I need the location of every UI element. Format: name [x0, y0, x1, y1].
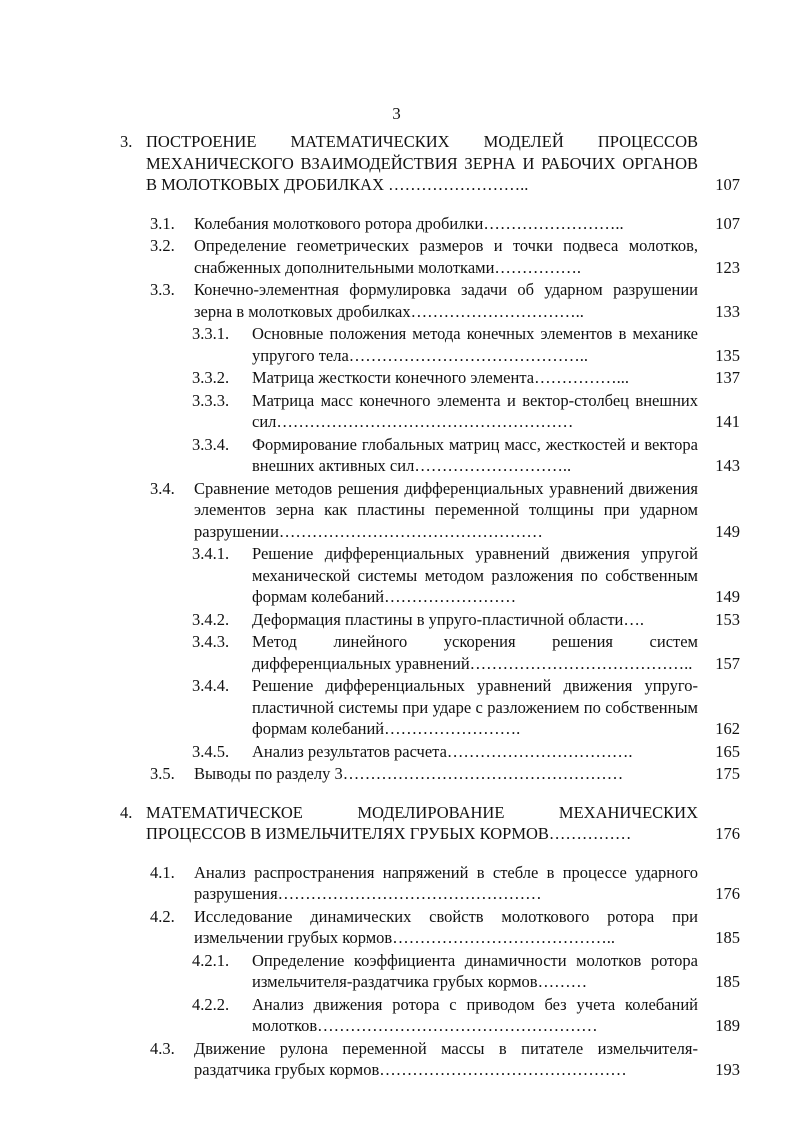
toc-entry-number: 4.2.2. [192, 994, 230, 1014]
toc-entry-title: МАТЕМАТИЧЕСКОЕ МОДЕЛИРОВАНИЕ МЕХАНИЧЕСКИХ ПРОЦЕССОВ В ИЗМЕЛЬЧИТЕЛЯХ ГРУБЫХ КОРМОВ…………… [146, 802, 698, 843]
page-number: 3 [392, 104, 401, 123]
toc-entry-title: Определение геометрических размеров и точки подвеса молотков, снабженных дополнительными молотками……………. [194, 236, 698, 277]
toc-entry-3-3-3 [120, 390, 740, 433]
toc-entry-number: 3.5. [150, 764, 175, 783]
toc-entry-4-2-2 [120, 994, 740, 1037]
toc-entry-page: 143 [715, 456, 740, 475]
toc-entry-4-2 [120, 906, 740, 949]
toc-entry-page: 133 [715, 301, 740, 321]
toc-entry-title: Анализ распространения напряжений в стебле в процессе ударного разрушения………………………………………… [194, 862, 698, 903]
toc-entry-4-2-1 [120, 950, 740, 993]
table-of-contents [0, 131, 793, 1081]
toc-entry-number: 3.4.5. [192, 741, 230, 761]
toc-entry-number: 3.4.3. [192, 632, 230, 651]
toc-entry-4-3 [120, 1038, 740, 1081]
toc-entry-3-4-2 [120, 609, 740, 631]
toc-entry-title: Колебания молоткового ротора дробилки…………………….. [194, 213, 624, 233]
toc-entry-title: Исследование динамических свойств молоткового ротора при измельчении грубых кормов………………………………….. [194, 906, 698, 947]
toc-entry-page: 107 [715, 175, 740, 194]
toc-entry-page: 135 [715, 345, 740, 365]
toc-entry-title: Матрица жесткости конечного элемента……………... [252, 368, 629, 387]
toc-entry-3-2 [120, 235, 740, 278]
toc-entry-number: 3.4.2. [192, 609, 230, 629]
toc-entry-number: 3.4.4. [192, 676, 230, 695]
toc-entry-page: 185 [715, 928, 740, 947]
toc-entry-title: Выводы по разделу 3…………………………………………… [194, 764, 624, 783]
toc-entry-number: 3.3.2. [192, 368, 230, 387]
toc-entry-3 [120, 131, 740, 196]
toc-entry-title: Деформация пластины в упруго-пластичной области…. [252, 609, 644, 629]
toc-entry-3-3-4 [120, 434, 740, 477]
toc-entry-number: 3.4. [150, 478, 175, 498]
toc-entry-number: 3.4.1. [192, 544, 230, 563]
toc-entry-3-4-3 [120, 631, 740, 674]
toc-entry-number: 3. [120, 132, 133, 151]
toc-entry-title: Матрица масс конечного элемента и вектор-столбец внешних сил……………………………………………… [252, 390, 698, 431]
toc-entry-page: 137 [715, 368, 740, 387]
toc-entry-title: Формирование глобальных матриц масс, жесткостей и вектора внешних активных сил……………………….. [252, 434, 698, 475]
toc-entry-3-3 [120, 279, 740, 322]
toc-entry-3-4-1 [120, 543, 740, 608]
toc-entry-3-3-1 [120, 323, 740, 366]
toc-entry-page: 157 [715, 653, 740, 673]
toc-entry-page: 162 [715, 719, 740, 738]
toc-entry-page: 189 [715, 1016, 740, 1035]
toc-entry-3-5 [120, 763, 740, 785]
toc-entry-number: 4.2. [150, 906, 175, 926]
toc-entry-page: 165 [715, 741, 740, 761]
toc-entry-page: 149 [715, 587, 740, 606]
toc-entry-number: 3.2. [150, 236, 175, 255]
toc-entry-number: 3.3.3. [192, 390, 230, 410]
toc-entry-page: 123 [715, 257, 740, 277]
toc-entry-number: 4.1. [150, 862, 175, 882]
toc-entry-page: 176 [715, 824, 740, 843]
toc-entry-title: Определение коэффициента динамичности молотков ротора измельчителя-раздатчика грубых кормов……… [252, 950, 698, 991]
toc-entry-4-1 [120, 862, 740, 905]
toc-entry-3-3-2 [120, 367, 740, 389]
toc-entry-page: 175 [715, 764, 740, 783]
toc-entry-title: Анализ результатов расчета……………………………. [252, 741, 633, 761]
toc-entry-3-1 [120, 213, 740, 235]
toc-entry-number: 4.3. [150, 1038, 175, 1058]
toc-entry-number: 3.3.4. [192, 434, 230, 454]
toc-entry-title: Анализ движения ротора с приводом без учета колебаний молотков…………………………………………… [252, 994, 698, 1035]
toc-entry-4 [120, 802, 740, 845]
toc-entry-page: 153 [715, 609, 740, 629]
toc-entry-page: 176 [715, 884, 740, 903]
toc-entry-number: 4.2.1. [192, 950, 230, 970]
toc-entry-number: 3.1. [150, 213, 175, 233]
toc-entry-page: 149 [715, 521, 740, 541]
toc-entry-title: Конечно-элементная формулировка задачи об ударном разрушении зерна в молотковых дробилках………………………….. [194, 280, 698, 321]
toc-entry-title: Сравнение методов решения дифференциальных уравнений движения элементов зерна как пластины переменной толщины при ударном разрушении………………………………………… [194, 478, 698, 541]
toc-entry-number: 4. [120, 802, 133, 822]
toc-entry-title: Основные положения метода конечных элементов в механике упругого тела…………………………………….. [252, 324, 698, 365]
toc-entry-number: 3.3.1. [192, 324, 230, 343]
toc-entry-3-4 [120, 478, 740, 543]
toc-entry-3-4-4 [120, 675, 740, 740]
toc-entry-page: 107 [715, 213, 740, 233]
toc-entry-page: 185 [715, 972, 740, 991]
toc-entry-page: 141 [715, 412, 740, 431]
toc-entry-title: Решение дифференциальных уравнений движения упругой механической системы методом разложения по собственным формам колебаний…………………… [252, 544, 698, 606]
toc-entry-3-4-5 [120, 741, 740, 763]
toc-entry-title: Метод линейного ускорения решения систем дифференциальных уравнений………………………………….. [252, 632, 698, 673]
toc-entry-page: 193 [715, 1060, 740, 1079]
toc-entry-number: 3.3. [150, 280, 175, 299]
toc-entry-title: Решение дифференциальных уравнений движения упруго-пластичной системы при ударе с разложением по собственным формам колебаний……………………. [252, 676, 698, 738]
toc-entry-title: Движение рулона переменной массы в питателе измельчителя-раздатчика грубых кормов……………………………………… [194, 1038, 698, 1079]
toc-entry-title: ПОСТРОЕНИЕ МАТЕМАТИЧЕСКИХ МОДЕЛЕЙ ПРОЦЕССОВ МЕХАНИЧЕСКОГО ВЗАИМОДЕЙСТВИЯ ЗЕРНА И РАБОЧИХ ОРГАНОВ В МОЛОТКОВЫХ ДРОБИЛКАХ …………………….. [146, 132, 698, 194]
